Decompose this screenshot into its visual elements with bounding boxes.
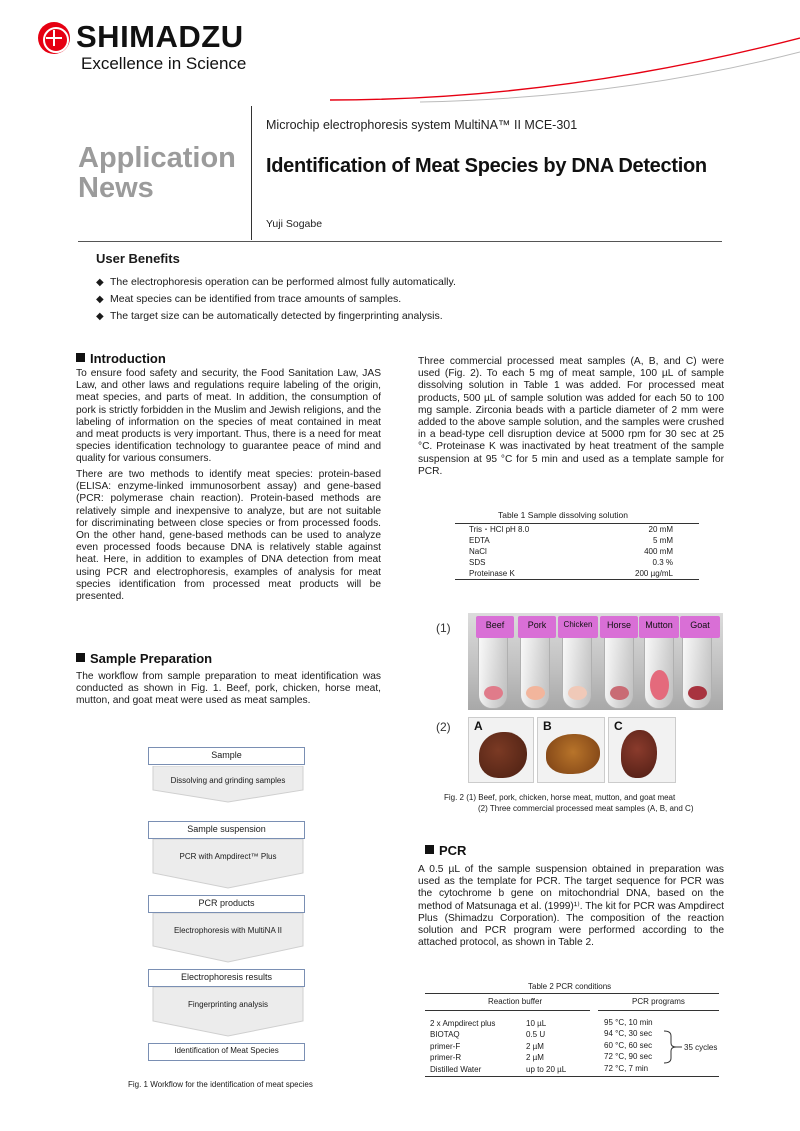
- meat-label-b: B: [543, 719, 552, 733]
- list-item: ◆ Meat species can be identified from trace amounts of samples.: [96, 291, 456, 308]
- workflow-step-sample: Sample: [148, 747, 305, 765]
- introduction-paragraph-1: To ensure food safety and security, the Food Sanitation Law, JAS Law, and other laws and regulations require labeling of the origin, meat species, and parts of meat. In addition, the consumption of pork is strictly forbidden in the Muslim and Jewish religions, and the labeling of information on the species of meat contained in meat and meat products is very important. Thus, there is a need for meat species identification technology to guarantee peace of mind and quality for various consumers.: [76, 368, 381, 465]
- fig1-caption: Fig. 1 Workflow for the identification of meat species: [128, 1080, 313, 1089]
- header-rule: [78, 241, 722, 242]
- square-bullet-icon: [425, 845, 434, 854]
- shimadzu-logo-icon: [38, 22, 70, 54]
- table2-cycles: 35 cycles: [684, 1043, 718, 1052]
- table-row: NaCl 400 mM: [469, 547, 673, 557]
- table2-caption: Table 2 PCR conditions: [528, 982, 612, 991]
- table2-amounts: 10 µL 0.5 U 2 µM 2 µM up to 20 µL: [526, 1019, 567, 1074]
- brand-name: SHIMADZU: [76, 19, 244, 54]
- list-item: ◆ The target size can be automatically detected by fingerprinting analysis.: [96, 308, 456, 325]
- methods-paragraph: Three commercial processed meat samples (A, B, and C) were used (Fig. 2). To each 5 mg of meat sample, 100 µL of sample dissolving solution in Table 1 was added. For processed meat products, 500 µL of sample solution was added for each 50 to 100 mg sample. Zirconia beads with a particle diameter of 2 mm were added to the above sample solution, and the samples were crushed in a bead-type cell disruption device at 5000 rpm for 30 sec at 25 °C. Proteinase K was inactivated by heat treatment of the sample suspension at 95 °C for 5 min and used as a template sample for PCR.: [418, 356, 724, 477]
- user-benefits-heading: User Benefits: [96, 251, 180, 266]
- introduction-heading: Introduction: [76, 351, 166, 366]
- table-row: EDTA 5 mM: [469, 536, 673, 546]
- square-bullet-icon: [76, 653, 85, 662]
- tube-horse: [604, 627, 634, 709]
- sample-prep-heading: Sample Preparation: [76, 651, 212, 666]
- meat-photo-a: [468, 717, 534, 783]
- cycle-bracket-icon: [662, 1030, 684, 1064]
- system-name: Microchip electrophoresis system MultiNA™ II MCE-301: [266, 118, 578, 132]
- tube-label-beef: Beef: [476, 616, 514, 638]
- fig2-caption: Fig. 2 (1) Beef, pork, chicken, horse meat, mutton, and goat meat (2) Three commercial processed meat samples (A, B, and C): [444, 793, 694, 813]
- tube-label-mutton: Mutton: [639, 616, 679, 638]
- workflow-action-pcr: PCR with Ampdirect™ Plus: [179, 852, 277, 861]
- meat-photo-b: [537, 717, 605, 783]
- table-row: Tris・HCl pH 8.0 20 mM: [455, 524, 699, 536]
- table2-bottom-rule: [425, 1076, 719, 1077]
- workflow-step-identification: Identification of Meat Species: [148, 1043, 305, 1061]
- fig2-label-2: (2): [436, 720, 451, 734]
- tube-label-goat: Goat: [680, 616, 720, 638]
- sample-prep-paragraph: The workflow from sample preparation to meat identification was conducted as shown in Fig. 1. Beef, pork, chicken, horse meat, mutton, and goat meat were used as meat samples.: [76, 671, 381, 707]
- meat-label-a: A: [474, 719, 483, 733]
- tube-chicken: [562, 627, 592, 709]
- workflow-action-fingerprinting: Fingerprinting analysis: [187, 1000, 269, 1009]
- page-title: Identification of Meat Species by DNA Detection: [266, 155, 707, 177]
- table2-header-rule-right: [598, 1010, 719, 1011]
- diamond-bullet-icon: ◆: [96, 311, 104, 322]
- tube-goat: [682, 627, 712, 709]
- user-benefits-list: [96, 274, 456, 325]
- tube-label-pork: Pork: [518, 616, 556, 638]
- introduction-paragraph-2: There are two methods to identify meat species: protein-based (ELISA: enzyme-linked immunosorbent assay) and gene-based (PCR: polymerase chain reaction). Protein-based methods are relatively simple and inexpensive to analyze, but are not suitable for discriminating between close species or from processed foods. On the other hand, gene-based methods can be used to analyze even processed foods because DNA is relatively stable against heat. Here, in addition to examples of DNA detection from meat using PCR and electrophoresis, examples of analysis for meat species identification from processed meat products will be presented.: [76, 469, 381, 603]
- workflow-action-electrophoresis: Electrophoresis with MultiNA II: [173, 926, 283, 935]
- table2-programs: 95 °C, 10 min 94 °C, 30 sec 60 °C, 60 sec 72 °C, 90 sec 72 °C, 7 min: [604, 1018, 653, 1073]
- header-divider: [251, 106, 252, 240]
- tube-beef: [478, 627, 508, 709]
- table2-header-rule-left: [425, 1010, 590, 1011]
- pcr-paragraph: A 0.5 µL of the sample suspension obtained in preparation was used as the template for PCR. The target sequence for PCR was the cytochrome b gene on mitochondrial DNA, based on the method of Matsunaga et al. (1999)¹⁾. The kit for PCR was Ampdirect Plus (Shimadzu Corporation). The composition of the reaction solution and PCR program were performed according to the attached protocol, as shown in Table 2.: [418, 864, 724, 949]
- brand-tagline: Excellence in Science: [81, 54, 247, 73]
- pcr-heading: PCR: [425, 843, 466, 858]
- table2-header-buffer: Reaction buffer: [488, 997, 543, 1006]
- series-title: Application News: [78, 142, 236, 204]
- tubes-photo: [468, 613, 723, 710]
- list-item: ◆ The electrophoresis operation can be performed almost fully automatically.: [96, 274, 456, 291]
- tube-label-chicken: Chicken: [558, 616, 598, 638]
- table-row: SDS 0.3 %: [469, 558, 673, 568]
- table2-top-rule: [425, 993, 719, 994]
- table1: [455, 523, 699, 580]
- table-row: Proteinase K 200 µg/mL: [455, 569, 699, 580]
- workflow-step-pcr-products: PCR products: [148, 895, 305, 913]
- workflow-action-dissolving: Dissolving and grinding samples: [170, 776, 286, 785]
- workflow-step-suspension: Sample suspension: [148, 821, 305, 839]
- author: Yuji Sogabe: [266, 218, 323, 230]
- square-bullet-icon: [76, 353, 85, 362]
- fig2-label-1: (1): [436, 621, 451, 635]
- tube-pork: [520, 627, 550, 709]
- tube-mutton: [644, 627, 674, 709]
- table2-reagents: 2 x Ampdirect plus BIOTAQ primer-F primer-R Distilled Water: [430, 1019, 496, 1074]
- diamond-bullet-icon: ◆: [96, 294, 104, 305]
- tube-label-horse: Horse: [600, 616, 638, 638]
- meat-label-c: C: [614, 719, 623, 733]
- table1-caption: Table 1 Sample dissolving solution: [498, 510, 628, 520]
- meat-photo-c: [608, 717, 676, 783]
- diamond-bullet-icon: ◆: [96, 277, 104, 288]
- workflow-step-results: Electrophoresis results: [148, 969, 305, 987]
- table2-header-program: PCR programs: [632, 997, 685, 1006]
